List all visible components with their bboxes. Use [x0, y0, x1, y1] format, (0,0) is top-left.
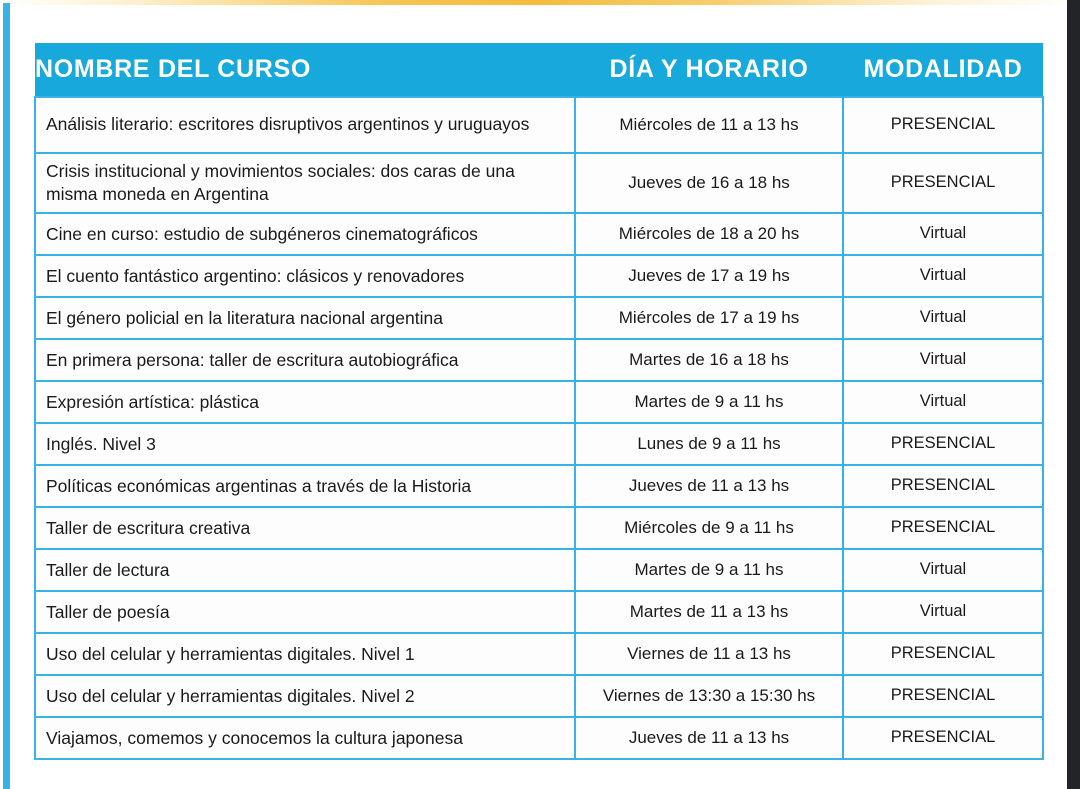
course-schedule-cell: Miércoles de 9 a 11 hs [575, 507, 843, 549]
course-name-cell: Análisis literario: escritores disruptivos argentinos y uruguayos [35, 97, 575, 153]
table-row [35, 549, 1043, 591]
right-edge-strip [1067, 0, 1080, 789]
table-row [35, 297, 1043, 339]
course-name-cell: En primera persona: taller de escritura autobiográfica [35, 339, 575, 381]
course-schedule-cell: Martes de 16 a 18 hs [575, 339, 843, 381]
course-schedule-cell: Miércoles de 18 a 20 hs [575, 213, 843, 255]
course-modality-cell: Virtual [843, 255, 1043, 297]
table-row [35, 381, 1043, 423]
table-row [35, 675, 1043, 717]
header-row [35, 43, 1043, 97]
course-name-cell: Taller de lectura [35, 549, 575, 591]
course-modality-cell: PRESENCIAL [843, 633, 1043, 675]
course-modality-cell: Virtual [843, 591, 1043, 633]
course-name-cell: Políticas económicas argentinas a través de la Historia [35, 465, 575, 507]
table-body [35, 97, 1043, 759]
course-modality-cell: PRESENCIAL [843, 507, 1043, 549]
course-modality-cell: PRESENCIAL [843, 423, 1043, 465]
course-modality-cell: Virtual [843, 381, 1043, 423]
table-row [35, 153, 1043, 213]
course-schedule-cell: Martes de 9 a 11 hs [575, 549, 843, 591]
table-row [35, 423, 1043, 465]
course-name-cell: Viajamos, comemos y conocemos la cultura japonesa [35, 717, 575, 759]
column-header-course-name: NOMBRE DEL CURSO [35, 43, 575, 97]
course-modality-cell: PRESENCIAL [843, 97, 1043, 153]
course-schedule-cell: Jueves de 11 a 13 hs [575, 717, 843, 759]
column-header-modality: MODALIDAD [843, 43, 1043, 97]
course-name-cell: Inglés. Nivel 3 [35, 423, 575, 465]
course-schedule-cell: Jueves de 16 a 18 hs [575, 153, 843, 213]
course-schedule-cell: Jueves de 11 a 13 hs [575, 465, 843, 507]
course-modality-cell: Virtual [843, 297, 1043, 339]
course-schedule-cell: Miércoles de 17 a 19 hs [575, 297, 843, 339]
table-row [35, 507, 1043, 549]
course-table [34, 43, 1044, 760]
course-name-cell: Taller de escritura creativa [35, 507, 575, 549]
course-modality-cell: PRESENCIAL [843, 465, 1043, 507]
table-row [35, 255, 1043, 297]
course-schedule-cell: Viernes de 11 a 13 hs [575, 633, 843, 675]
table-row [35, 717, 1043, 759]
course-modality-cell: Virtual [843, 213, 1043, 255]
table-row [35, 213, 1043, 255]
course-modality-cell: PRESENCIAL [843, 675, 1043, 717]
course-name-cell: Uso del celular y herramientas digitales. Nivel 2 [35, 675, 575, 717]
left-accent-bar [3, 3, 10, 789]
course-modality-cell: Virtual [843, 549, 1043, 591]
course-name-cell: Cine en curso: estudio de subgéneros cinematográficos [35, 213, 575, 255]
top-gradient-strip [0, 0, 1080, 5]
course-name-cell: Expresión artística: plástica [35, 381, 575, 423]
course-schedule-cell: Lunes de 9 a 11 hs [575, 423, 843, 465]
course-schedule-cell: Martes de 11 a 13 hs [575, 591, 843, 633]
course-table-container [34, 43, 1042, 760]
course-modality-cell: PRESENCIAL [843, 153, 1043, 213]
course-schedule-cell: Miércoles de 11 a 13 hs [575, 97, 843, 153]
table-row [35, 633, 1043, 675]
course-modality-cell: PRESENCIAL [843, 717, 1043, 759]
table-row [35, 339, 1043, 381]
course-name-cell: El cuento fantástico argentino: clásicos y renovadores [35, 255, 575, 297]
column-header-day-and-time: DÍA Y HORARIO [575, 43, 843, 97]
table-row [35, 591, 1043, 633]
course-name-cell: Taller de poesía [35, 591, 575, 633]
course-name-cell: El género policial en la literatura nacional argentina [35, 297, 575, 339]
table-row [35, 97, 1043, 153]
table-header [35, 43, 1043, 97]
course-schedule-cell: Viernes de 13:30 a 15:30 hs [575, 675, 843, 717]
table-row [35, 465, 1043, 507]
course-modality-cell: Virtual [843, 339, 1043, 381]
course-schedule-cell: Martes de 9 a 11 hs [575, 381, 843, 423]
course-schedule-cell: Jueves de 17 a 19 hs [575, 255, 843, 297]
course-name-cell: Uso del celular y herramientas digitales. Nivel 1 [35, 633, 575, 675]
course-name-cell: Crisis institucional y movimientos sociales: dos caras de una misma moneda en Argentina [35, 153, 575, 213]
